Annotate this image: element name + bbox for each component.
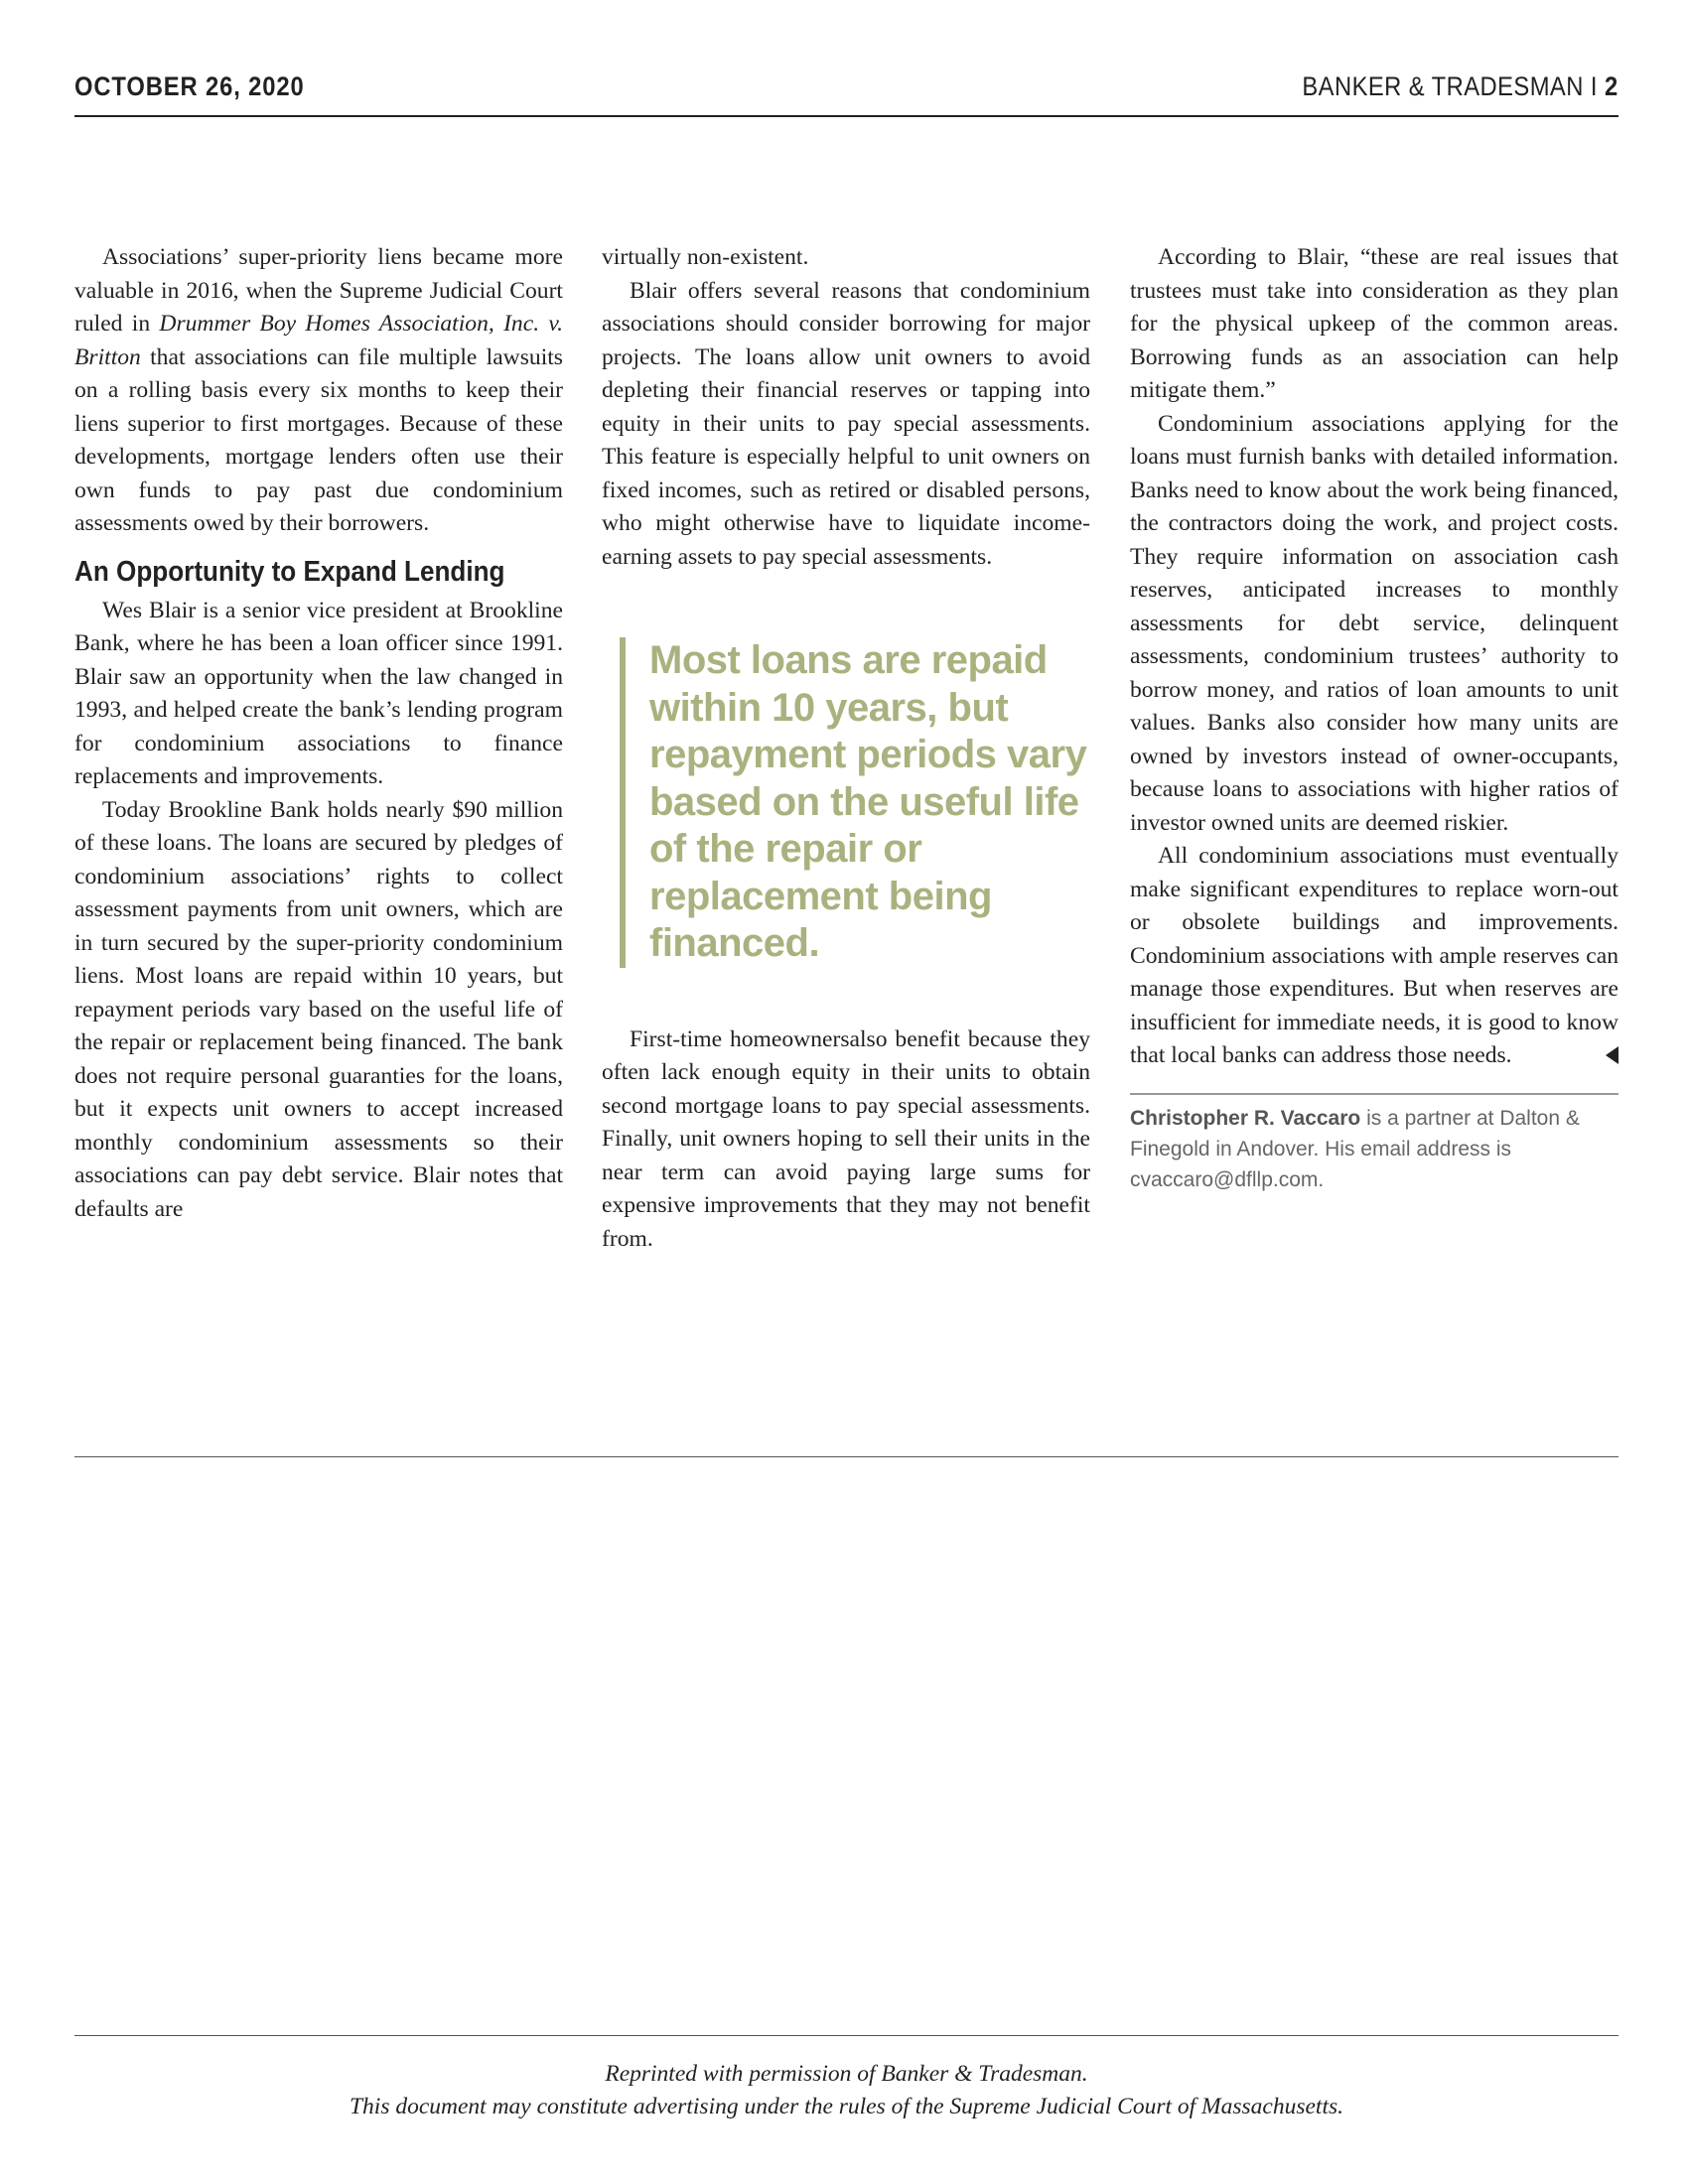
footer-rule xyxy=(74,2035,1618,2036)
case-name: Drummer Boy Homes Association, Inc. v. Britton xyxy=(74,311,563,370)
column-3 xyxy=(1130,241,1618,1195)
footer-line-1: Reprinted with permission of Banker & Tradesman. xyxy=(605,2061,1088,2087)
paragraph: According to Blair, “these are real issues that trustees must take into consideration as they plan for the physical upkeep of the common areas. Borrowing funds as an association can help mitigate them.” xyxy=(1130,244,1618,403)
paragraph: virtually non-existent. xyxy=(602,244,809,270)
author-bio xyxy=(1130,1093,1618,1195)
author-name: Christopher R. Vaccaro xyxy=(1130,1106,1361,1130)
paragraph-text: All condominium associations must eventually make significant expenditures to replace worn-out or obsolete buildings and improvements. Condominium associations with ample reserves can manage those expenditures. But when reserves are insufficient for immediate needs, it is good to know that local banks can address those needs. xyxy=(1130,843,1618,1068)
section-subheading: An Opportunity to Expand Lending xyxy=(74,555,505,588)
page-footer xyxy=(74,2058,1618,2123)
paragraph xyxy=(1130,840,1618,1073)
divider-rule xyxy=(74,1456,1618,1457)
column-1 xyxy=(74,241,563,1226)
paragraph: Today Brookline Bank holds nearly $90 million of these loans. The loans are secured by pledges of condominium associations’ rights to collect assessment payments from unit owners, which are in turn secured by the super-priority condominium liens. Most loans are repaid within 10 years, but repayment periods vary based on the useful life of the repair or replacement being financed. The bank does not require personal guaranties for the loans, but it expects unit owners to accept increased monthly condominium assessments so their associations can pay debt service. Blair notes that defaults are xyxy=(74,796,563,1222)
page-header xyxy=(74,69,1618,117)
paragraph: Blair offers several reasons that condominium associations should consider borrowing for major projects. The loans allow unit owners to avoid depleting their financial reserves or tapping into equity in their units to pay special assessments. This feature is especially helpful to unit owners on fixed incomes, such as retired or disabled persons, who might otherwise have to liquidate income-earning assets to pay special assessments. xyxy=(602,277,1090,570)
paragraph: Wes Blair is a senior vice president at Brookline Bank, where he has been a loan officer since 1991. Blair saw an opportunity when the law changed in 1993, and helped create the bank’s lending program for condominium associations to finance replacements and improvements. xyxy=(74,597,563,789)
paragraph: Condominium associations applying for the loans must furnish banks with detailed information. Banks need to know about the work being financed, the contractors doing the work, and project costs. They require information on association cash reserves, anticipated increases to monthly assessments for debt service, delinquent assessments, condominium trustees’ authority to borrow money, and ratios of loan amounts to unit values. Banks also consider how many units are owned by investors instead of owner-occupants, because loans to associations with higher ratios of investor owned units are deemed riskier. xyxy=(1130,410,1618,836)
issue-date: OCTOBER 26, 2020 xyxy=(74,71,305,101)
header-separator: I xyxy=(1584,71,1606,101)
paragraph-text: that associations can file multiple lawsuits on a rolling basis every six months to keep their liens superior to first mortgages. Because of these developments, mortgage lenders often use their own funds to pay past due condominium assessments owed by their borrowers. xyxy=(74,343,563,536)
footer-line-2: This document may constitute advertising under the rules of the Supreme Judicial Court of Massachusetts. xyxy=(349,2094,1344,2119)
paragraph xyxy=(74,241,563,541)
paragraph: First-time homeownersalso benefit because they often lack enough equity in their units to obtain second mortgage loans to pay special assessments. Finally, unit owners hoping to sell their units in the near term can avoid paying large sums for expensive improvements that they may not benefit from. xyxy=(602,1025,1090,1252)
left-triangle-end-icon xyxy=(1606,1046,1618,1064)
publication-header xyxy=(1303,71,1618,102)
page-number: 2 xyxy=(1605,71,1618,101)
pull-quote-text: Most loans are repaid within 10 years, but repayment periods vary based on the useful life of the repair or replacement being financed. xyxy=(649,638,1087,965)
publication-name: BANKER & TRADESMAN xyxy=(1302,71,1585,101)
column-2 xyxy=(602,241,1090,1256)
pull-quote xyxy=(620,637,1090,968)
paragraph-text: Associations’ super-priority liens became more valuable in 2016, when the Supreme Judicial Court ruled in xyxy=(74,244,563,337)
author-bio-text: is a partner at Dalton & Finegold in Andover. His email address is cvaccaro@dfllp.com. xyxy=(1130,1106,1580,1191)
